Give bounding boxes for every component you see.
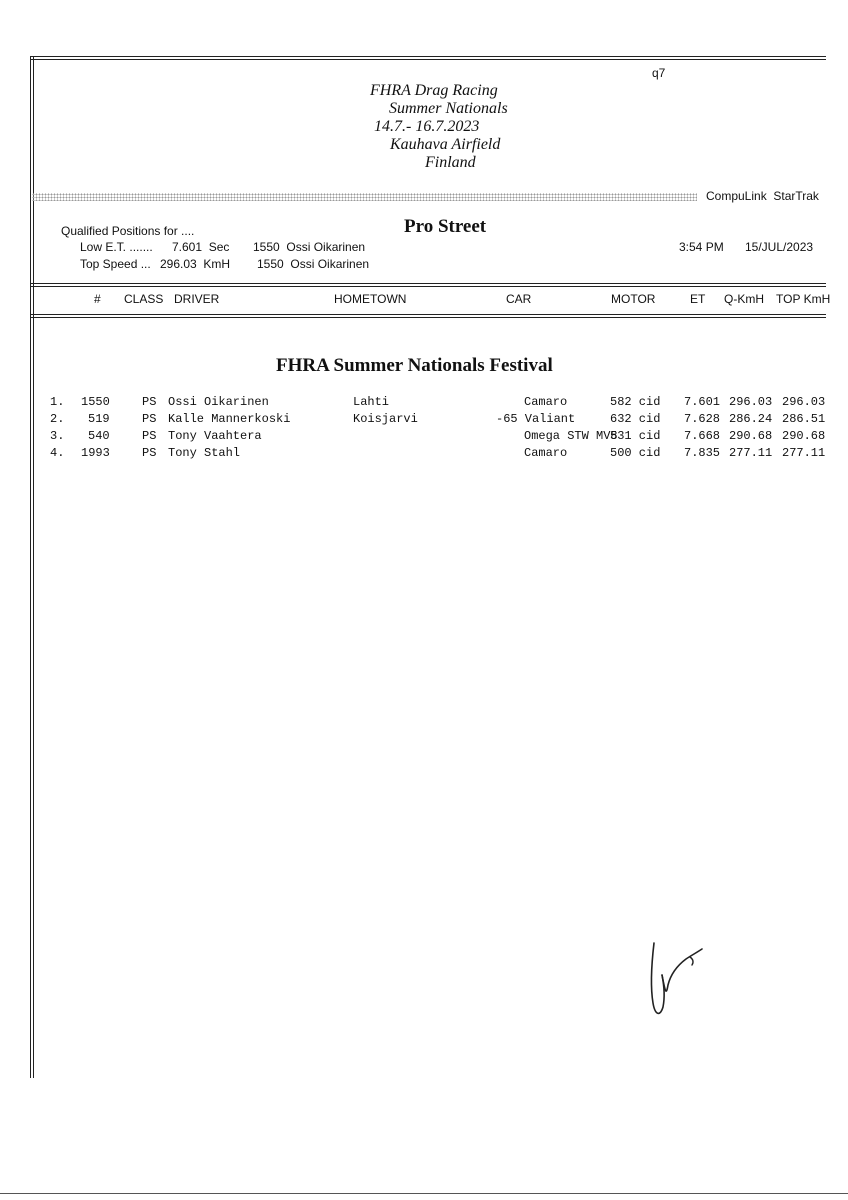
top-speed-entry: 1550 Ossi Oikarinen [257, 257, 370, 271]
row-motor: 500 cid [610, 446, 661, 460]
col-et: ET [690, 292, 706, 306]
row-driver: Tony Vaahtera [168, 429, 262, 443]
event-country: Finland [425, 154, 476, 171]
row-position: 2. [50, 412, 65, 426]
row-topkmh: 277.11 [782, 446, 826, 460]
col-motor: MOTOR [611, 292, 656, 306]
left-border-inner [33, 56, 34, 1078]
table-row [0, 429, 848, 447]
row-class: PS [142, 446, 157, 460]
row-driver: Ossi Oikarinen [168, 395, 269, 409]
row-motor: 531 cid [610, 429, 661, 443]
row-car: Omega STW MV8 [524, 429, 618, 443]
row-driver: Kalle Mannerkoski [168, 412, 291, 426]
row-topkmh: 296.03 [782, 395, 826, 409]
event-line-2: Summer Nationals [389, 100, 508, 117]
page-bottom-rule [0, 1193, 848, 1194]
header-rule-top [30, 283, 826, 284]
row-number: 519 [88, 412, 110, 426]
row-qkmh: 296.03 [729, 395, 773, 409]
dotted-separator [32, 193, 697, 201]
table-row [0, 446, 848, 464]
low-et-value: 7.601 Sec [172, 240, 230, 254]
system-name: CompuLink StarTrak [706, 189, 819, 203]
class-title: Pro Street [404, 216, 487, 237]
event-title-block [340, 82, 560, 172]
top-border [30, 56, 826, 57]
col-hometown: HOMETOWN [334, 292, 407, 306]
row-class: PS [142, 429, 157, 443]
header-rule-bottom [30, 314, 826, 315]
col-car: CAR [506, 292, 532, 306]
signature [640, 935, 710, 1025]
col-num: # [94, 292, 101, 306]
row-motor: 582 cid [610, 395, 661, 409]
low-et-entry: 1550 Ossi Oikarinen [253, 240, 366, 254]
row-hometown: Lahti [353, 395, 390, 409]
row-et: 7.628 [684, 412, 721, 426]
row-number: 1993 [81, 446, 110, 460]
row-topkmh: 286.51 [782, 412, 826, 426]
report-time: 3:54 PM [679, 240, 724, 254]
doc-code: q7 [652, 66, 666, 80]
row-position: 3. [50, 429, 65, 443]
header-rule-top-2 [30, 286, 826, 287]
low-et-label: Low E.T. ....... [80, 240, 153, 254]
row-et: 7.835 [684, 446, 721, 460]
row-car: Camaro [524, 395, 568, 409]
header-rule-bottom-2 [30, 317, 826, 318]
row-number: 540 [88, 429, 110, 443]
col-class: CLASS [124, 292, 164, 306]
event-venue: Kauhava Airfield [390, 136, 501, 153]
row-qkmh: 277.11 [729, 446, 773, 460]
col-driver: DRIVER [174, 292, 220, 306]
row-qkmh: 290.68 [729, 429, 773, 443]
report-date: 15/JUL/2023 [745, 240, 814, 254]
col-qkmh: Q-KmH [724, 292, 764, 306]
row-motor: 632 cid [610, 412, 661, 426]
row-position: 1. [50, 395, 65, 409]
row-et: 7.668 [684, 429, 721, 443]
row-qkmh: 286.24 [729, 412, 773, 426]
left-border [30, 56, 31, 1078]
row-class: PS [142, 412, 157, 426]
row-car: Camaro [524, 446, 568, 460]
row-et: 7.601 [684, 395, 721, 409]
top-speed-value: 296.03 KmH [160, 257, 231, 271]
row-topkmh: 290.68 [782, 429, 826, 443]
row-car: -65 Valiant [496, 412, 576, 426]
top-speed-label: Top Speed ... [80, 257, 151, 271]
row-position: 4. [50, 446, 65, 460]
row-number: 1550 [81, 395, 110, 409]
col-topkmh: TOP KmH [776, 292, 831, 306]
event-line-1: FHRA Drag Racing [370, 82, 498, 99]
row-hometown: Koisjarvi [353, 412, 418, 426]
table-row [0, 412, 848, 430]
table-row [0, 395, 848, 413]
qualified-label: Qualified Positions for .... [61, 224, 195, 238]
row-class: PS [142, 395, 157, 409]
festival-title: FHRA Summer Nationals Festival [276, 355, 553, 376]
row-driver: Tony Stahl [168, 446, 241, 460]
event-dates: 14.7.- 16.7.2023 [374, 118, 480, 135]
top-border-inner [30, 59, 826, 60]
